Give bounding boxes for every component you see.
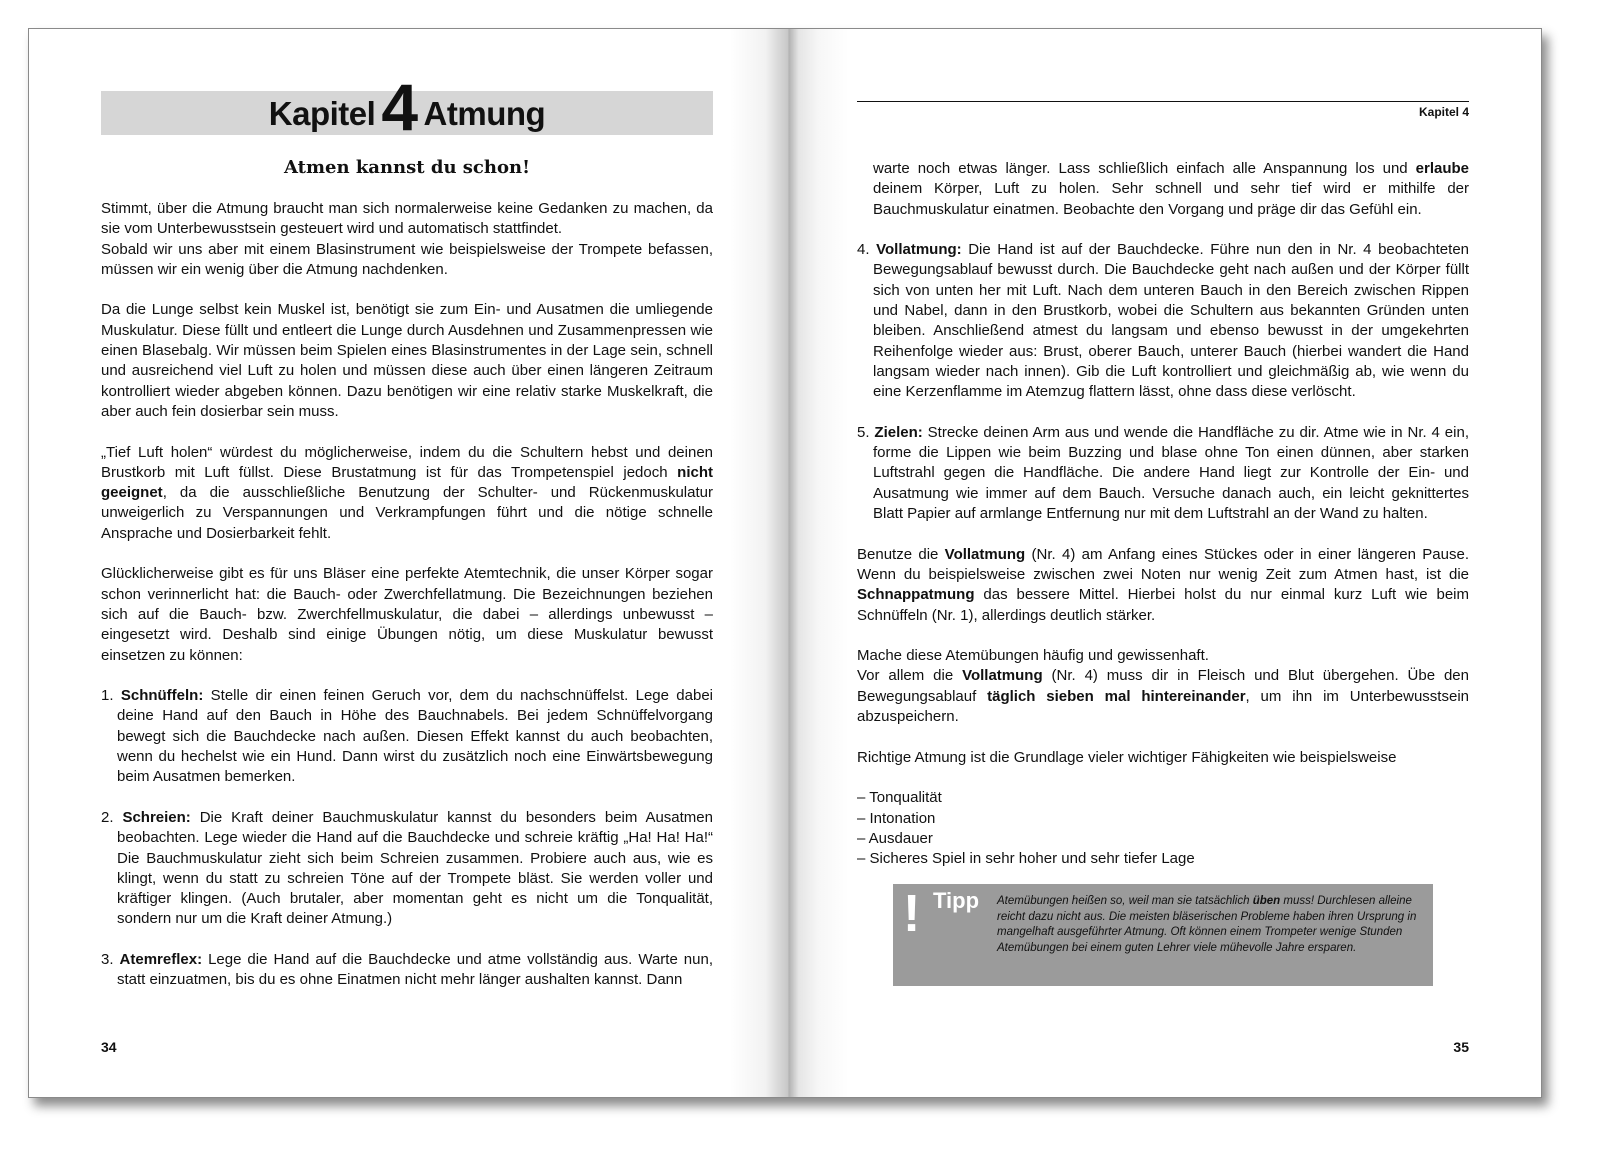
- exercise-item: [857, 240, 1469, 402]
- list-item: – Ausdauer: [857, 829, 933, 847]
- item-label: Schnüffeln:: [120, 687, 204, 705]
- item-number: 3.: [101, 950, 114, 968]
- page-number-left: 34: [101, 1039, 117, 1055]
- item-number: 2.: [101, 808, 114, 826]
- paragraph: Richtige Atmung ist die Grundlage vieler wichtiger Fähigkeiten wie beispielsweise: [857, 748, 1397, 766]
- header-rule: [857, 101, 1469, 102]
- chapter-word: Kapitel: [268, 95, 376, 132]
- item-number: 5.: [857, 423, 870, 441]
- tip-box: [893, 884, 1433, 986]
- paragraph-text: Stimmt, über die Atmung braucht man sich normalerweise keine Gedanken zu machen, da sie vom Unterbewusstsein gesteuert wird und automatisch stattfindet.: [101, 200, 713, 238]
- item-label: Zielen:: [874, 423, 923, 441]
- chapter-heading: [101, 70, 713, 154]
- list-item: – Tonqualität: [857, 789, 942, 807]
- page-number-right: 35: [1453, 1039, 1469, 1055]
- tip-text-part: Atemübungen heißen so, weil man sie tatsächlich: [997, 895, 1253, 907]
- paragraph-text: (Nr. 4) am Anfang eines Stückes oder in einer längeren Pause. Wenn du beispielsweise zwischen zwei Noten nur wenig Zeit zum Atmen hast, ist die: [857, 545, 1469, 583]
- exercise-item: [101, 686, 713, 787]
- tip-text-part: muss! Durchlesen alleine reicht dazu nicht aus. Die meisten bläserischen Probleme haben ihren Ursprung in mangelhaft ausgeführter Atmung. Oft können einem Trompeter wenige Stunden Atemübungen bei einem guten Lehrer viele mühevolle Jahre ersparen.: [997, 895, 1417, 954]
- emphasis: Vollatmung: [962, 667, 1043, 685]
- chapter-number: 4: [381, 70, 418, 145]
- right-body: [857, 159, 1469, 869]
- chapter-title: Atmung: [423, 95, 546, 132]
- left-page: [101, 29, 713, 1097]
- open-book: [28, 28, 1542, 1098]
- item-text: Die Hand ist auf der Bauchdecke. Führe nun den in Nr. 4 beobachteten Bewegungsablauf bewusst durch. Die Bauchdecke geht nach außen und der Körper füllt sich von unten her mit Luft. Nach dem unteren Bauch in den Bereich zwischen Rippen und Nabel, dann in den Brustkorb, wobei die Schultern aus bekannten Gründen unten bleiben. Anschließend atmest du langsam und ebenso bewusst in der umgekehrten Reihenfolge wieder aus: Brust, oberer Bauch, unterer Bauch (hierbei wandert die Hand langsam wieder nach innen). Gib die Luft kontrolliert und gleichmäßig ab, wie wenn du eine Kerzenflamme im Atemzug flattern lässt, ohne dass diese verlöscht.: [873, 241, 1470, 401]
- emphasis: Schnappatmung: [857, 586, 975, 604]
- item-label: Schreien:: [122, 808, 191, 826]
- paragraph-text: „Tief Luft holen“ würdest du möglicherweise, indem du die Schultern hebst und deinen Brustkorb mit Luft füllst. Diese Brustatmung ist für das Trompetenspiel jedoch: [101, 443, 713, 481]
- paragraph-text: Sobald wir uns aber mit einem Blasinstrument wie beispielsweise der Trompete befassen, müssen wir ein wenig über die Atmung nachdenken.: [101, 240, 713, 278]
- paragraph-text: das bessere Mittel. Hierbei holst du nur einmal kurz Luft wie beim Schnüffeln (Nr. 1), allerdings deutlich stärker.: [857, 586, 1469, 624]
- paragraph: [857, 545, 1469, 626]
- exercise-item: [857, 423, 1469, 524]
- paragraph-text: Mache diese Atemübungen häufig und gewissenhaft.: [857, 647, 1209, 665]
- running-head: Kapitel 4: [1418, 105, 1469, 119]
- tip-text: [997, 894, 1419, 956]
- item-text: Strecke deinen Arm aus und wende die Handfläche zu dir. Atme wie in Nr. 4 ein, forme die Lippen wie beim Buzzing und blase ohne Ton einen dünnen, aber starken Luftstrahl gegen die Handfläche. Die andere Hand liegt zur Kontrolle der Ein- und Ausatmung wie immer auf dem Bauch. Versuche danach auch, ein leicht geknittertes Blatt Papier auf armlange Entfernung nur mit dem Luftstrahl an der Wand zu halten.: [873, 423, 1469, 523]
- paragraph-text: Vor allem die: [857, 667, 963, 685]
- paragraph-text: (Nr. 4) muss dir in Fleisch und Blut übergehen. Übe den Bewegungsablauf: [857, 667, 1469, 705]
- paragraph: [857, 646, 1469, 727]
- tip-label: Tipp: [933, 888, 980, 913]
- emphasis: erlaube: [1415, 160, 1469, 177]
- list-item: – Intonation: [857, 809, 936, 827]
- item-label: Vollatmung:: [876, 241, 962, 259]
- paragraph-text: , um ihn im Unterbewusstsein abzuspeichern.: [857, 687, 1469, 726]
- item-number: 1.: [101, 687, 114, 705]
- paragraph-text: warte noch etwas länger. Lass schließlich einfach alle Anspannung los und: [873, 160, 1416, 177]
- item-text: Die Kraft deiner Bauchmuskulatur kannst du besonders beim Ausatmen beobachten. Lege wieder die Hand auf die Bauchdecke und schreie kräftig „Ha! Ha! Ha!“ Die Bauchmuskulatur zieht sich beim Schreien zusammen. Probiere auch aus, wie es klingt, wenn du statt zu schreien Töne auf der Trompete bläst. Sie werden voller und kräftiger klingen. (Auch brutaler, aber momentan geht es nicht um die Tonqualität, sondern nur um die Kraft deiner Atmung.): [117, 808, 713, 928]
- item-label: Atemreflex:: [119, 950, 203, 968]
- book-gutter: [729, 29, 849, 1097]
- paragraph-text: Benutze die: [857, 545, 945, 563]
- exercise-item: [101, 950, 713, 991]
- paragraph: [101, 443, 713, 544]
- emphasis: üben: [1252, 895, 1281, 907]
- exclamation-icon: !: [903, 885, 921, 943]
- paragraph-text: deinem Körper, Luft zu holen. Sehr schnell und sehr tief wird er mithilfe der Bauchmuskulatur einatmen. Beobachte den Vorgang und präge dir das Gefühl ein.: [873, 180, 1469, 218]
- section-title: Atmen kannst du schon!: [284, 157, 530, 178]
- list-item: – Sicheres Spiel in sehr hoher und sehr tiefer Lage: [857, 850, 1195, 868]
- paragraph: [101, 199, 713, 280]
- paragraph: Glücklicherweise gibt es für uns Bläser eine perfekte Atemtechnik, die unser Körper sogar schon verinnerlicht hat: die Bauch- oder Zwerchfellatmung. Die Bezeichnungen beziehen sich auf die Bauch- bzw. Zwerchfellmuskulatur, die dabei – allerdings unbewusst – eingesetzt wird. Deshalb sind einige Übungen nötig, um diese Muskulatur bewusst einsetzen zu können:: [101, 565, 713, 664]
- paragraph: [857, 159, 1469, 220]
- paragraph-text: , da die ausschließliche Benutzung der Schulter- und Rückenmuskulatur unweigerlich zu Verspannungen und Verkrampfungen führt und die nötige schnelle Ansprache und Dosierbarkeit fehlt.: [101, 484, 713, 542]
- paragraph: Da die Lunge selbst kein Muskel ist, benötigt sie zum Ein- und Ausatmen die umliegende Muskulatur. Diese füllt und entleert die Lunge durch Ausdehnen und Zusammenpressen wie einen Blasebalg. Wir müssen beim Spielen eines Blasinstrumentes in der Lage sein, schnell und ausreichend viel Luft zu holen und müssen diese auch über einen längeren Zeitraum kontrolliert wieder abgeben können. Dazu benötigen wir eine relativ starke Muskelkraft, die aber auch fein dosierbar sein muss.: [101, 301, 713, 420]
- exercise-item: [101, 808, 713, 930]
- left-body: [101, 199, 713, 991]
- emphasis: Vollatmung: [944, 545, 1026, 563]
- emphasis: täglich sieben mal hintereinander: [987, 687, 1246, 705]
- item-text: Stelle dir einen feinen Geruch vor, dem du nachschnüffelst. Lege dabei deine Hand auf den Bauch in Höhe des Bauchnabels. Bei jedem Schnüffelvorgang bewegt sich die Bauchdecke nach außen. Diesen Effekt kannst du auch beobachten, wenn du hechelst wie ein Hund. Dann wirst du zusätzlich noch eine Einwärtsbewegung beim Ausatmen bemerken.: [117, 687, 713, 786]
- item-number: 4.: [857, 241, 870, 259]
- item-text: Lege die Hand auf die Bauchdecke und atme vollständig aus. Warte nun, statt einzuatmen, bis du es ohne Einatmen nicht mehr länger aushalten kannst. Dann: [117, 950, 714, 989]
- emphasis: nicht geeignet: [101, 463, 713, 502]
- skills-list: [857, 788, 1469, 869]
- right-page: [857, 29, 1469, 1097]
